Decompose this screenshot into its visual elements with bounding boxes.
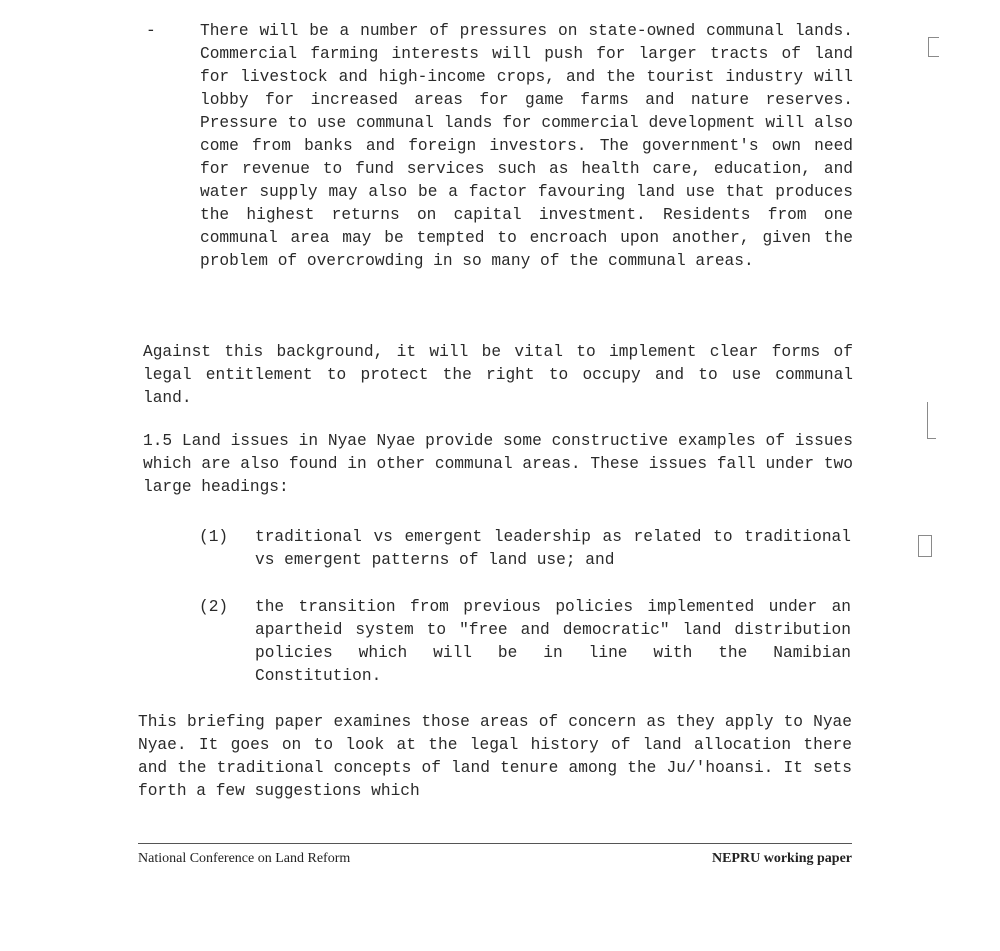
bullet-dash: - [146,22,156,40]
footer-working-paper-label: NEPRU working paper [711,851,852,866]
section-1-5-paragraph: 1.5 Land issues in Nyae Nyae provide some constructive examples of issues which are also found in other communal areas. These issues fall under two large headings: [143,432,853,496]
footer-divider [138,843,852,844]
list-item-text: the transition from previous policies implemented under an apartheid system to "free and democratic" land distribution policies which will be in line with the Namibian Constitution. [255,598,851,685]
list-item-number: (2) [199,598,229,616]
background-paragraph: Against this background, it will be vital to implement clear forms of legal entitlement to protect the right to occupy and to use communal land. [143,343,853,407]
bullet-paragraph: There will be a number of pressures on state-owned communal lands. Commercial farming interests will push for larger tracts of land for livestock and high-income crops, and the tourist industry will lobby for increased areas for game farms and nature reserves. Pressure to use communal lands for commercial development will also come from banks and foreign investors. The government's own need for revenue to fund services such as health care, education, and water supply may also be a factor favouring land use that produces the highest returns on capital investment. Residents from one communal area may be tempted to encroach upon another, given the problem of overcrowding in so many of the communal areas. [200,22,853,270]
footer-conference-title: National Conference on Land Reform [138,851,351,866]
margin-bracket-mark [928,37,939,57]
list-item-text: traditional vs emergent leadership as related to traditional vs emergent patterns of land use; and [255,528,851,569]
briefing-paragraph: This briefing paper examines those areas of concern as they apply to Nyae Nyae. It goes on to look at the legal history of land allocation there and the traditional concepts of land tenure among the Ju/'hoansi. It sets forth a few suggestions which [138,713,852,800]
list-item-number: (1) [199,528,229,546]
margin-bracket-mark [927,402,936,439]
margin-box-mark [918,535,932,557]
